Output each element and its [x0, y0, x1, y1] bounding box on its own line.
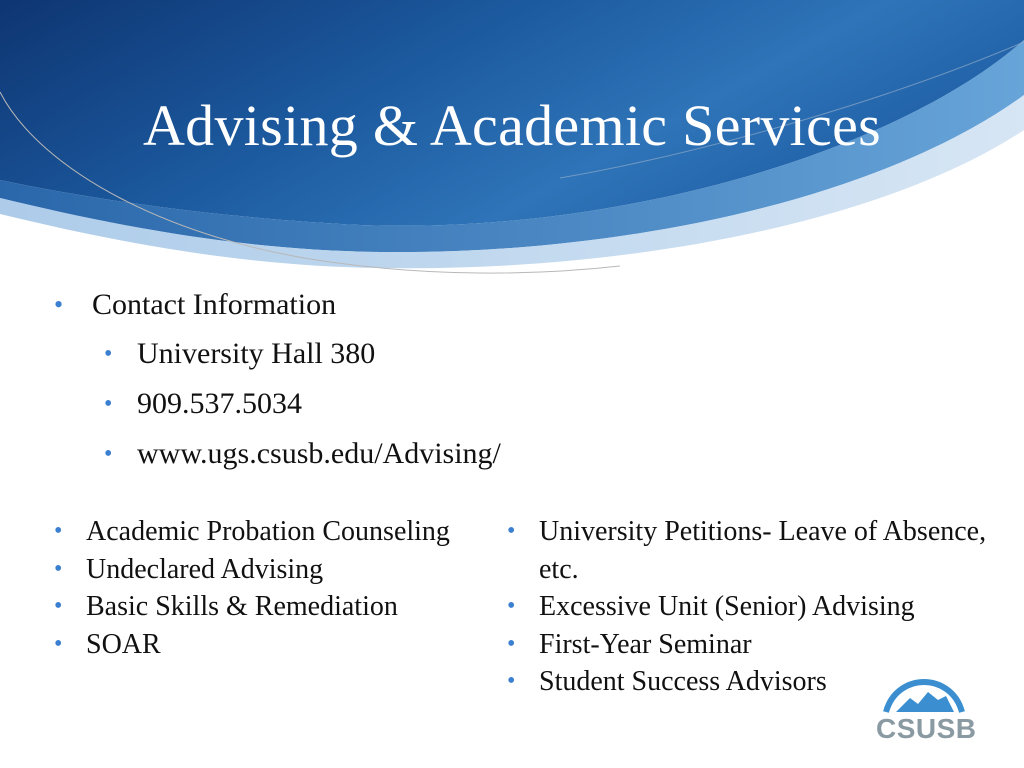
- slide-title: Advising & Academic Services: [142, 93, 882, 158]
- csusb-logo: [876, 676, 977, 746]
- service-item: • SOAR: [52, 626, 472, 664]
- logo-text: CSUSB: [876, 713, 977, 744]
- service-item: • Student Success Advisors: [505, 663, 995, 701]
- service-item: • Excessive Unit (Senior) Advising: [505, 588, 995, 626]
- service-item: • Undeclared Advising: [52, 551, 472, 589]
- service-item: • Basic Skills & Remediation: [52, 588, 472, 626]
- services-list-right: [505, 513, 995, 701]
- service-item: • University Petitions- Leave of Absence, etc.: [505, 513, 995, 588]
- service-item: • First-Year Seminar: [505, 626, 995, 664]
- contact-address: • University Hall 380: [52, 336, 501, 372]
- mountain-arc-icon: [876, 676, 972, 716]
- contact-details-list: [52, 336, 501, 472]
- service-item: • Academic Probation Counseling: [52, 513, 472, 551]
- contact-website: • www.ugs.csusb.edu/Advising/: [52, 436, 501, 472]
- services-list-left: [52, 513, 472, 663]
- contact-phone: • 909.537.5034: [52, 386, 501, 422]
- contact-section: [52, 287, 501, 486]
- contact-heading: • Contact Information: [52, 287, 501, 323]
